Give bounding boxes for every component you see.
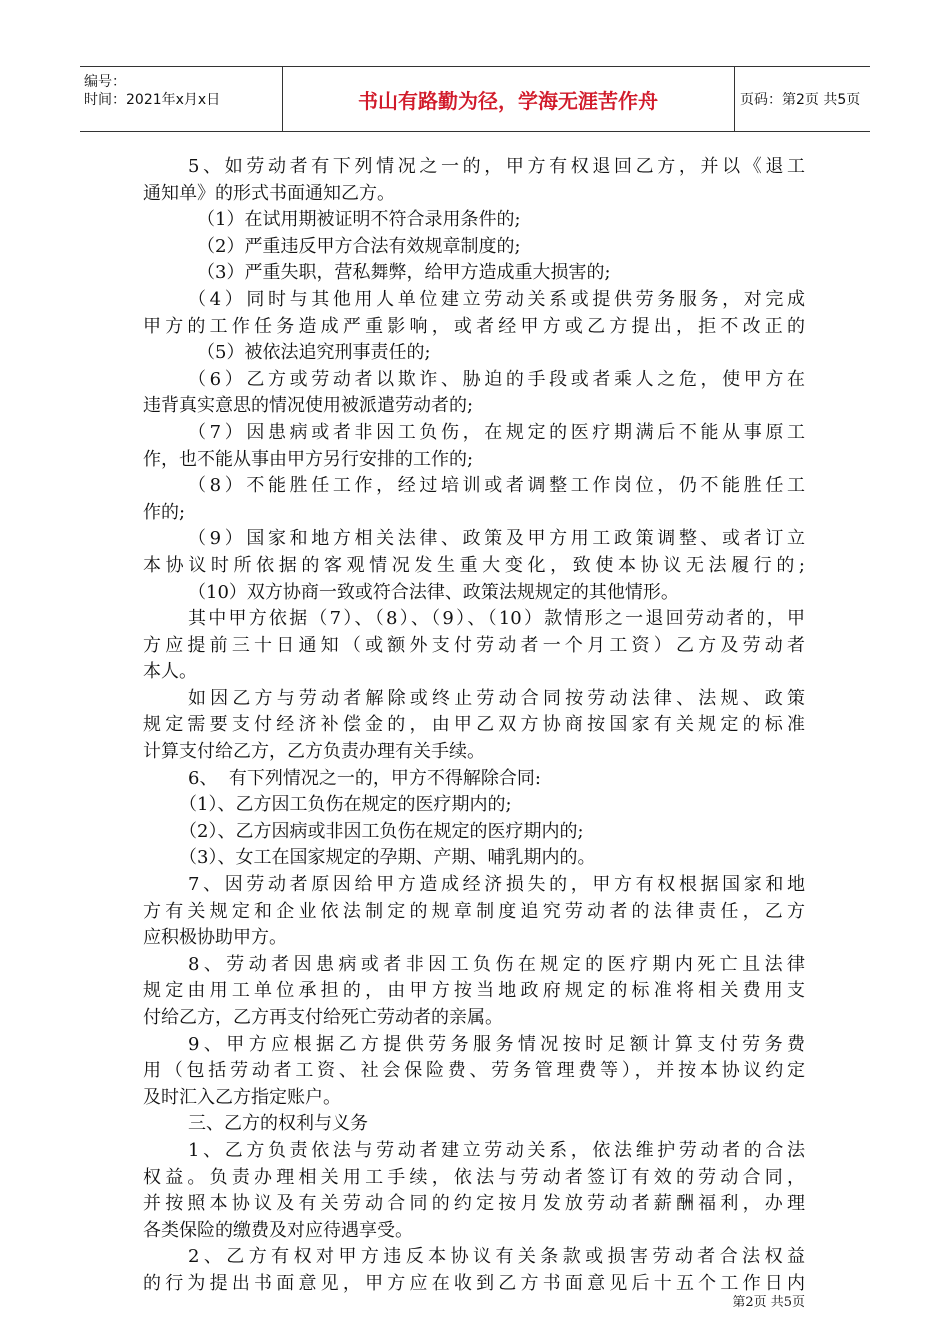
text-line: 如因乙方与劳动者解除或终止劳动合同按劳动法律、法规、政策 (188, 687, 805, 709)
text-line: 8、劳动者因患病或者非因工负伤在规定的医疗期内死亡且法律 (188, 953, 805, 975)
text-line: 7、因劳动者原因给甲方造成经济损失的，甲方有权根据国家和地 (188, 874, 805, 896)
text-line: 本人。 (143, 661, 197, 683)
text-line: 2、乙方有权对甲方违反本协议有关条款或损害劳动者合法权益 (188, 1246, 805, 1268)
text-line: 计算支付给乙方，乙方负责办理有关手续。 (143, 741, 485, 763)
text-line: 用（包括劳动者工资、社会保险费、劳务管理费等），并按本协议约定 (143, 1060, 805, 1082)
text-line: （1）、乙方因工负伤在规定的医疗期内的; (179, 794, 512, 816)
text-line: （4）同时与其他用人单位建立劳动关系或提供劳务服务，对完成 (188, 288, 805, 310)
header-info-cell (80, 67, 283, 131)
text-line: 甲方的工作任务造成严重影响，或者经甲方或乙方提出，拒不改正的 (143, 315, 805, 337)
header-page-number: 页码：第2页 共5页 (740, 92, 861, 108)
text-line: 1、乙方负责依法与劳动者建立劳动关系，依法维护劳动者的合法 (188, 1139, 805, 1161)
header-page-cell (734, 67, 870, 131)
text-line: 各类保险的缴费及对应待遇享受。 (143, 1219, 413, 1241)
text-line: 方有关规定和企业依法制定的规章制度追究劳动者的法律责任，乙方 (143, 900, 805, 922)
text-line: 其中甲方依据（7）、（8）、（9）、（10）款情形之一退回劳动者的，甲 (188, 608, 805, 630)
text-line: （5）被依法追究刑事责任的; (197, 342, 431, 364)
text-line: （8）不能胜任工作，经过培训或者调整工作岗位，仍不能胜任工 (188, 475, 805, 497)
text-line: 规定由用工单位承担的，由甲方按当地政府规定的标准将相关费用支 (143, 980, 805, 1002)
text-line: 6、 有下列情况之一的，甲方不得解除合同: (188, 767, 541, 789)
text-line: 方应提前三十日通知（或额外支付劳动者一个月工资）乙方及劳动者 (143, 634, 805, 656)
text-line: （1）在试用期被证明不符合录用条件的; (197, 209, 521, 231)
header-motto: 书山有路勤为径，学海无涯苦作舟 (358, 89, 658, 113)
text-line: 并按照本协议及有关劳动合同的约定按月发放劳动者薪酬福利，办理 (143, 1193, 805, 1215)
text-line: 作的; (143, 501, 186, 523)
text-line: 作，也不能从事由甲方另行安排的工作的; (143, 448, 474, 470)
section-heading: 三、乙方的权利与义务 (188, 1113, 368, 1135)
text-line: 9、甲方应根据乙方提供劳务服务情况按时足额计算支付劳务费 (188, 1033, 805, 1055)
text-line: 通知单》的形式书面通知乙方。 (143, 182, 395, 204)
page-header (80, 66, 870, 132)
text-line: 及时汇入乙方指定账户。 (143, 1086, 341, 1108)
document-time-label: 时间：2021年x月x日 (84, 92, 221, 108)
text-line: （3）、女工在国家规定的孕期、产期、哺乳期内的。 (179, 847, 596, 869)
header-motto-cell (282, 67, 735, 131)
document-number-label: 编号： (84, 74, 126, 90)
text-line: 付给乙方，乙方再支付给死亡劳动者的亲属。 (143, 1007, 503, 1028)
text-line: 本协议时所依据的客观情况发生重大变化，致使本协议无法履行的; (143, 554, 805, 576)
page-footer-number: 第2页 共5页 (732, 1295, 805, 1310)
text-line: 规定需要支付经济补偿金的，由甲乙双方协商按国家有关规定的标准 (143, 714, 805, 736)
text-line: （9）国家和地方相关法律、政策及甲方用工政策调整、或者订立 (188, 528, 805, 550)
text-line: （2）严重违反甲方合法有效规章制度的; (197, 235, 521, 257)
text-line: 应积极协助甲方。 (143, 927, 287, 949)
document-body (143, 154, 805, 1298)
text-line: 违背真实意思的情况使用被派遣劳动者的; (143, 395, 474, 417)
text-line: （3）严重失职，营私舞弊，给甲方造成重大损害的; (197, 262, 611, 284)
text-line: （10）双方协商一致或符合法律、政策法规规定的其他情形。 (188, 581, 679, 603)
text-line: （6）乙方或劳动者以欺诈、胁迫的手段或者乘人之危，使甲方在 (188, 368, 805, 390)
text-line: （2）、乙方因病或非因工负伤在规定的医疗期内的; (179, 820, 584, 842)
text-line: （7）因患病或者非因工负伤，在规定的医疗期满后不能从事原工 (188, 421, 805, 443)
text-line: 权益。负责办理相关用工手续，依法与劳动者签订有效的劳动合同， (143, 1166, 805, 1188)
text-line: 的行为提出书面意见，甲方应在收到乙方书面意见后十五个工作日内 (143, 1272, 805, 1294)
text-line: 5、如劳动者有下列情况之一的，甲方有权退回乙方，并以《退工 (188, 156, 805, 177)
